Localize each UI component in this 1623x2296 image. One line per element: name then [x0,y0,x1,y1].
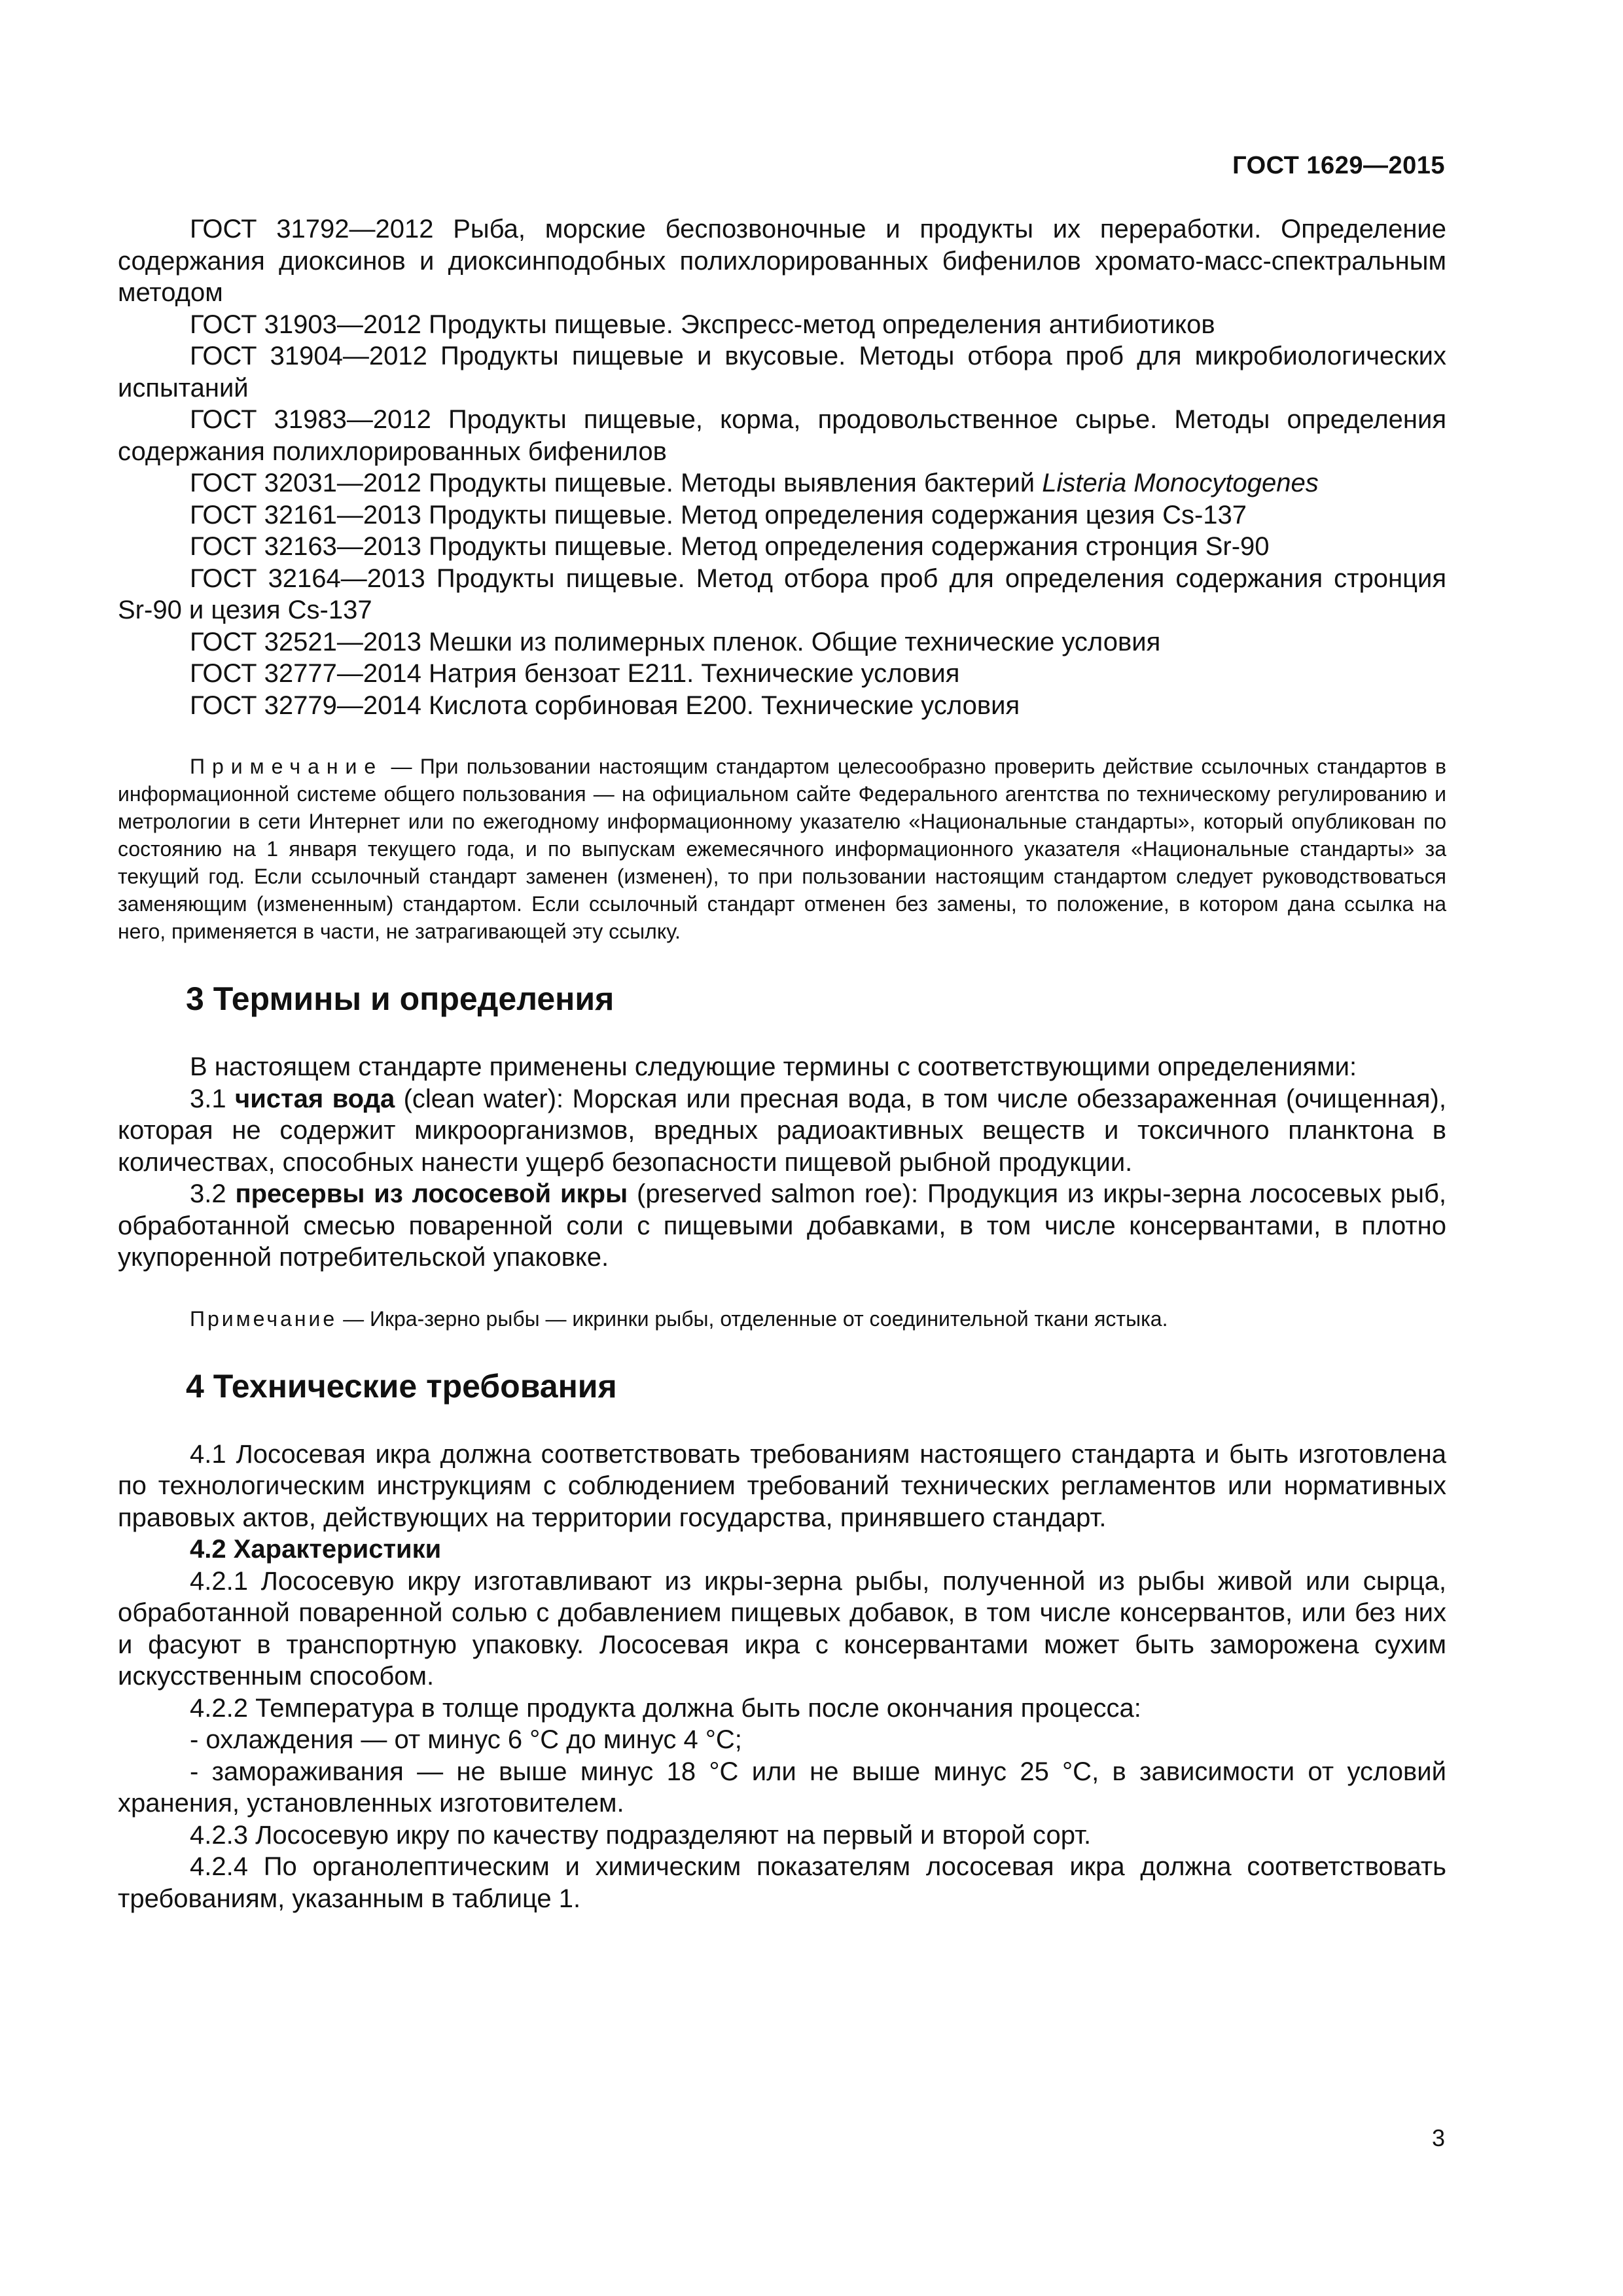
term-definition [118,1178,1446,1274]
reference-entry [118,467,1446,499]
document-code-header: ГОСТ 1629—2015 [1232,152,1445,179]
clause-4-2-2-item: - замораживания — не выше минус 18 °С или не выше минус 25 °С, в зависимости от условий хранения, установленных изготовителем. [118,1757,1446,1818]
reference-entry: ГОСТ 32164—2013 Продукты пищевые. Метод отбора проб для определения содержания стронция Sr-90 и цезия Cs-137 [118,564,1446,624]
page-body [118,213,1446,1914]
reference-text: ГОСТ 32031—2012 Продукты пищевые. Методы выявления бактерий [190,469,1043,497]
note-label: Примечание [190,1306,338,1331]
note-text: — При пользовании настоящим стандартом целесообразно проверить действие ссылочных стандартов в информационной системе общего пользования — на официальном сайте Федерального агентства по техническому регулированию и метрологии в сети Интернет или по ежегодному информационному указателю «Национальные стандарты», который опубликован по состоянию на 1 января текущего года, и по выпускам ежемесячного информационного указателя «Национальные стандарты» за текущий год. Если ссылочный стандарт заменен (изменен), то при пользовании настоящим стандартом следует руководствоваться заменяющим (измененным) стандартом. Если ссылочный стандарт отменен без замены, то положение, в котором дана ссылка на него, применяется в части, не затрагивающей эту ссылку. [118,755,1446,943]
reference-entry: ГОСТ 32521—2013 Мешки из полимерных пленок. Общие технические условия [190,627,1161,656]
section-heading-technical: 4 Технические требования [186,1367,617,1405]
reference-entry: ГОСТ 32777—2014 Натрия бензоат Е211. Технические условия [190,659,960,688]
term-text: (preserved salmon roe): Продукция из икры-зерна лососевых рыб, обработанной смесью поваренной соли с пищевыми добавками, в том числе консервантами, в плотно укупоренной потребительской упаковке. [118,1179,1446,1272]
clause-4-2-4: 4.2.4 По органолептическим и химическим показателям лососевая икра должна соответствовать требованиям, указанным в таблице 1. [118,1852,1446,1913]
section-heading-terms: 3 Термины и определения [186,980,615,1017]
clause-4-2-1: 4.2.1 Лососевую икру изготавливают из икры-зерна рыбы, полученной из рыбы живой или сырца, обработанной поваренной солью с добавлением пищевых добавок, в том числе консервантов, или без них и фасуют в транспортную упаковку. Лососевая икра с консервантами может быть заморожена сухим искусственным способом. [118,1566,1446,1691]
note-label: Примечание [190,755,383,778]
reference-entry: ГОСТ 32779—2014 Кислота сорбиновая Е200. Технические условия [190,691,1020,720]
term-definition [118,1083,1446,1179]
bacteria-name: Listeria Monocytogenes [1042,469,1319,497]
reference-entry: ГОСТ 32161—2013 Продукты пищевые. Метод определения содержания цезия Cs-137 [190,500,1247,529]
terms-intro: В настоящем стандарте применены следующие термины с соответствующими определениями: [190,1052,1357,1081]
subsection-heading-characteristics: 4.2 Характеристики [190,1535,442,1564]
clause-4-2-2-item: - охлаждения — от минус 6 °С до минус 4 °С; [190,1725,742,1754]
note-text: — Икра-зерно рыбы — икринки рыбы, отделенные от соединительной ткани ястыка. [337,1306,1168,1331]
term-number: 3.1 [190,1084,235,1113]
term-name: чистая вода [234,1084,395,1113]
clause-4-2-3: 4.2.3 Лососевую икру по качеству подразделяют на первый и второй сорт. [190,1820,1092,1850]
page-number: 3 [1431,2125,1445,2151]
reference-entry: ГОСТ 31903—2012 Продукты пищевые. Экспресс-метод определения антибиотиков [190,310,1215,339]
reference-entry: ГОСТ 31983—2012 Продукты пищевые, корма, продовольственное сырье. Методы определения содержания полихлорированных бифенилов [118,405,1446,466]
clause-4-1: 4.1 Лососевая икра должна соответствовать требованиям настоящего стандарта и быть изготовлена по технологическим инструкциям с соблюдением требований технических регламентов или нормативных правовых актов, действующих на территории государства, принявшего стандарт. [118,1439,1446,1532]
term-name: пресервы из лососевой икры [235,1179,628,1208]
references-note [118,753,1446,945]
term-number: 3.2 [190,1179,236,1208]
reference-entry: ГОСТ 32163—2013 Продукты пищевые. Метод определения содержания стронция Sr-90 [190,532,1270,561]
term-text: (clean water): Морская или пресная вода, в том числе обеззараженная (очищенная), которая не содержит микроорганизмов, вредных радиоактивных веществ и токсичного планктона в количествах, способных нанести ущерб безопасности пищевой рыбной продукции. [118,1084,1446,1177]
reference-entry: ГОСТ 31792—2012 Рыба, морские беспозвоночные и продукты их переработки. Определение содержания диоксинов и диоксинподобных полихлорированных бифенилов хромато-масс-спектральным методом [118,215,1446,307]
terms-note [118,1305,1446,1333]
reference-entry: ГОСТ 31904—2012 Продукты пищевые и вкусовые. Методы отбора проб для микробиологических испытаний [118,342,1446,403]
clause-4-2-2: 4.2.2 Температура в толще продукта должна быть после окончания процесса: [190,1693,1141,1723]
